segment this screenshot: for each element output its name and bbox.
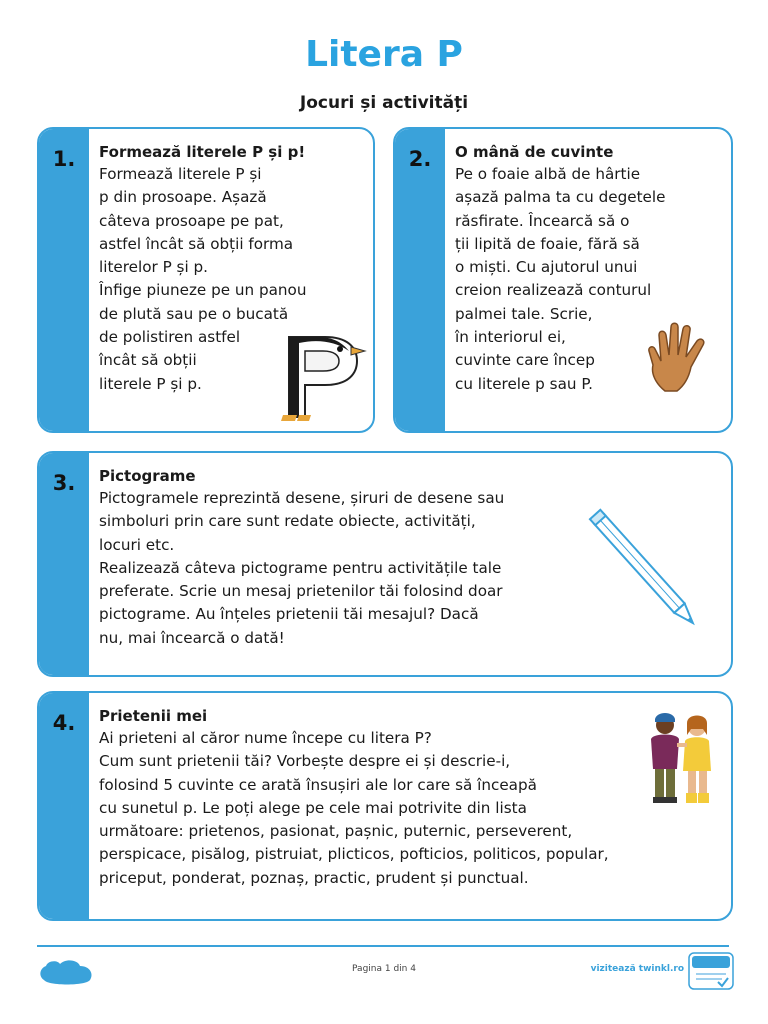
card-line: astfel încât să obții forma	[99, 234, 294, 253]
card-line: o miști. Cu ajutorul unui	[455, 258, 638, 277]
card-line: cu literele p sau P.	[455, 374, 593, 393]
card-line: Realizează câteva pictograme pentru activitățile tale	[99, 558, 502, 577]
card-band	[395, 129, 445, 431]
card-line: de plută sau pe o bucată	[99, 304, 289, 323]
activity-card-4	[37, 691, 733, 921]
page-subtitle: Jocuri și activități	[299, 93, 469, 113]
card-line: priceput, ponderat, poznaș, practic, prudent și punctual.	[99, 868, 529, 887]
card-heading: Prietenii mei	[99, 707, 208, 725]
card-line: Formează literele P și	[99, 165, 262, 183]
card-line: literele P și p.	[99, 374, 202, 393]
card-number: 3.	[52, 471, 76, 495]
card-heading: Formează literele P și p!	[99, 143, 306, 161]
card-number: 4.	[52, 711, 76, 735]
activity-card-2	[393, 127, 733, 433]
card-line: încât să obții	[99, 351, 197, 370]
footer-divider	[37, 945, 729, 947]
page-title: Litera P	[305, 34, 463, 75]
card-line: creion realizează conturul	[455, 281, 652, 300]
card-number: 2.	[408, 147, 432, 171]
hand-icon	[645, 321, 721, 393]
card-line: așază palma ta cu degetele	[455, 188, 666, 207]
card-line: simboluri prin care sunt redate obiecte, activități,	[99, 512, 476, 531]
card-line: preferate. Scrie un mesaj prietenilor tăi folosind doar	[99, 582, 503, 601]
quality-badge-icon	[688, 952, 734, 990]
card-line: locuri etc.	[99, 535, 175, 554]
card-line: ții lipită de foaie, fără să	[455, 234, 640, 253]
activity-card-1	[37, 127, 375, 433]
card-line: Înfige piuneze pe un panou	[99, 281, 307, 300]
visit-link[interactable]: vizitează twinkl.ro	[590, 964, 684, 974]
activity-card-3	[37, 451, 733, 677]
card-line: răsfirate. Încearcă să o	[455, 211, 630, 230]
card-line: Cum sunt prietenii tăi? Vorbește despre ei și descrie-i,	[99, 752, 511, 771]
card-line: cu sunetul p. Le poți alege pe cele mai potrivite din lista	[99, 798, 527, 817]
page-number: Pagina 1 din 4	[352, 964, 416, 974]
card-line: palmei tale. Scrie,	[455, 304, 593, 323]
card-line: Ai prieteni al căror nume începe cu litera P?	[99, 729, 432, 747]
two-friends-icon	[641, 709, 721, 809]
card-line: literelor P și p.	[99, 258, 208, 277]
card-line: perspicace, pisălog, pistruiat, plicticos, pofticios, politicos, popular,	[99, 845, 609, 864]
card-text	[99, 727, 721, 890]
card-line: de polistiren astfel	[99, 328, 241, 347]
card-line: folosind 5 cuvinte ce arată însușiri ale lor care să înceapă	[99, 775, 537, 794]
penguin-letter-p-icon	[277, 329, 367, 424]
card-band	[39, 129, 89, 431]
card-line: cuvinte care încep	[455, 351, 595, 370]
card-line: în interiorul ei,	[455, 328, 566, 347]
pencil-icon	[584, 501, 709, 641]
card-line: Pe o foaie albă de hârtie	[455, 165, 641, 183]
card-number: 1.	[52, 147, 76, 171]
card-line: p din prosoape. Așază	[99, 188, 267, 207]
card-heading: O mână de cuvinte	[455, 143, 614, 161]
card-line: Pictogramele reprezintă desene, șiruri de desene sau	[99, 489, 505, 507]
card-line: nu, mai încearcă o dată!	[99, 628, 285, 647]
card-heading: Pictograme	[99, 467, 196, 485]
card-line: câteva prosoape pe pat,	[99, 211, 284, 230]
card-line: pictograme. Au înțeles prietenii tăi mesajul? Dacă	[99, 605, 479, 624]
card-line: următoare: prietenos, pasionat, pașnic, puternic, perseverent,	[99, 822, 573, 841]
